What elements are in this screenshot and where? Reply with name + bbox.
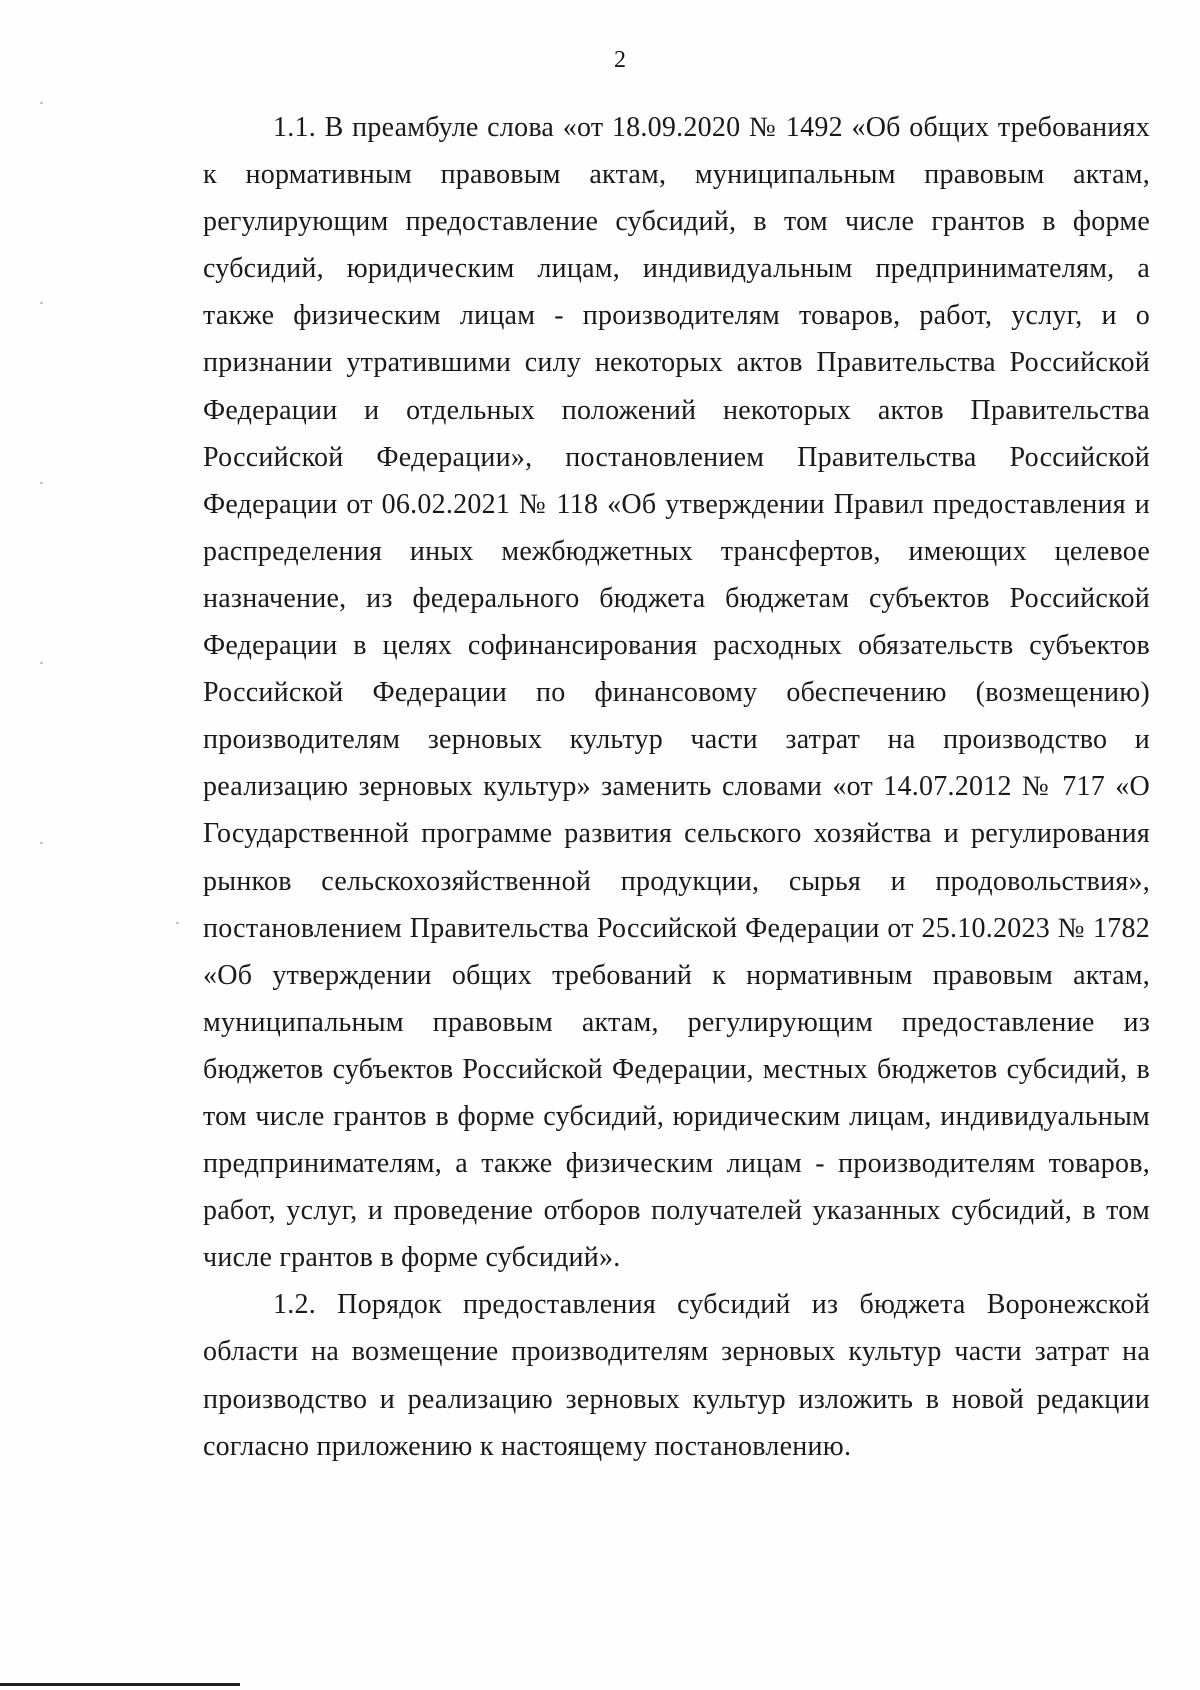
page-number: 2 — [614, 47, 626, 73]
scan-artifact — [40, 102, 43, 104]
scan-artifact — [40, 482, 43, 484]
document-body — [203, 104, 1150, 1470]
scan-artifact — [40, 302, 43, 304]
scan-artifact — [176, 922, 179, 924]
scan-artifact — [40, 842, 43, 844]
paragraph-1-2: 1.2. Порядок предоставления субсидий из бюджета Воронежской области на возмещение производителям зерновых культур части затрат на производство и реализацию зерновых культур изложить в новой редакции согласно приложению к настоящему постановлению. — [203, 1289, 1150, 1462]
paragraph-1-1: 1.1. В преамбуле слова «от 18.09.2020 № 1492 «Об общих требованиях к нормативным правовым актам, муниципальным правовым актам, регулирующим предоставление субсидий, в том числе грантов в форме субсидий, юридическим лицам, индивидуальным предпринимателям, а также физическим лицам - производителям товаров, работ, услуг, и о признании утратившими силу некоторых актов Правительства Российской Федерации и отдельных положений некоторых актов Правительства Российской Федерации», постановлением Правительства Российской Федерации от 06.02.2021 № 118 «Об утверждении Правил предоставления и распределения иных межбюджетных трансфертов, имеющих целевое назначение, из федерального бюджета бюджетам субъектов Российской Федерации в целях софинансирования расходных обязательств субъектов Российской Федерации по финансовому обеспечению (возмещению) производителям зерновых культур части затрат на производство и реализацию зерновых культур» заменить словами «от 14.07.2012 № 717 «О Государственной программе развития сельского хозяйства и регулирования рынков сельскохозяйственной продукции, сырья и продовольствия», постановлением Правительства Российской Федерации от 25.10.2023 № 1782 «Об утверждении общих требований к нормативным правовым актам, муниципальным правовым актам, регулирующим предоставление из бюджетов субъектов Российской Федерации, местных бюджетов субсидий, в том числе грантов в форме субсидий, юридическим лицам, индивидуальным предпринимателям, а также физическим лицам - производителям товаров, работ, услуг, и проведение отборов получателей указанных субсидий, в том числе грантов в форме субсидий». — [203, 112, 1150, 1274]
footer-rule — [0, 1683, 240, 1686]
scan-artifact — [40, 662, 43, 664]
